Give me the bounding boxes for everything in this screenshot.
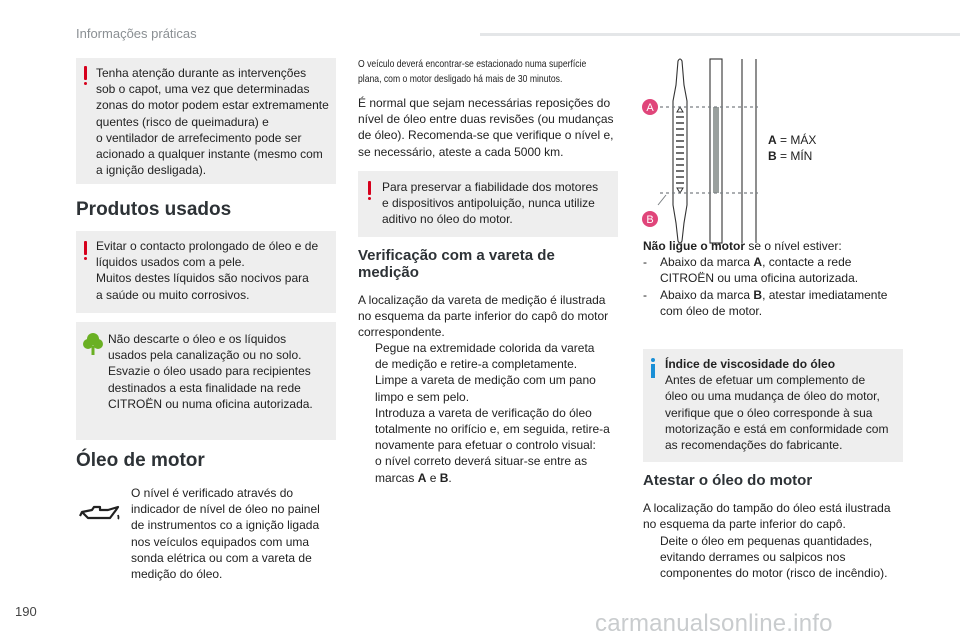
dipstick-steps (358, 340, 626, 486)
info-viscosity-text: Índice de viscosidade do óleo Antes de efetuar um complemento de óleo ou uma mudança de óleo do motor, verifique que o óleo corresponde à sua motorização e está em conformidade com as recomendações do fabricante. (665, 356, 901, 453)
engine-start-conditions: Não ligue o motor se o nível estiver: - Abaixo da marca A, contacte a rede CITROËN ou uma oficina autorizada. - Abaixo da marca B, atestar imediatamente com óleo de motor. (643, 238, 913, 319)
heading-top-up-oil: Atestar o óleo do motor (643, 472, 813, 489)
topup-intro: A localização do tampão do óleo está ilustrada no esquema da parte inferior do capô. (643, 501, 891, 532)
info-icon (650, 358, 656, 380)
parking-note: O veículo deverá encontrar-se estacionado numa superfície plana, com o motor desligado há mais de 30 minutos. (358, 58, 587, 85)
list-item: - Abaixo da marca A, contacte a rede CITROËN ou uma oficina autorizada. (643, 255, 859, 286)
warning-box-heat (76, 58, 336, 184)
info-box-viscosity (643, 349, 903, 462)
dipstick-intro: A localização da vareta de medição é ilustrada no esquema da parte inferior do capô do motor correspondente. (358, 293, 609, 340)
topup-steps (643, 533, 913, 582)
diagram-legend: A = MÁX B = MÍN (768, 133, 817, 164)
tree-icon (83, 332, 103, 356)
marks-line: marcas A e B. (375, 470, 452, 485)
heading-products-used: Produtos usados (76, 199, 232, 220)
eco-box-disposal (76, 322, 336, 440)
warning-exclamation-icon (366, 181, 372, 201)
warning-exclamation-icon (82, 66, 88, 86)
marker-b-label: B (646, 214, 654, 226)
warning-additive-text: Para preservar a fiabilidade dos motores e dispositivos antipoluição, nunca utilize aditivo no óleo do motor. (382, 180, 599, 227)
list-item: - Abaixo da marca B, atestar imediatamente com óleo de motor. (643, 287, 888, 318)
warning-heat-text: Tenha atenção durante as intervenções sob o capot, uma vez que determinadas zonas do motor podem estar extremamente quentes (risco de queimadura) e o ventilador de arrefecimento pode ser acionado a qualquer instante (mesmo com a ignição desligada). (96, 66, 329, 178)
heading-dipstick-check: Verificação com a vareta de medição (358, 247, 555, 281)
info-title: Índice de viscosidade do óleo (665, 357, 836, 371)
oil-can-icon (78, 503, 122, 525)
oil-level-text: O nível é verificado através do indicador de nível de óleo no painel de instrumentos co a ignição ligada nos veículos equipados com uma sonda elétrica ou com a vareta de medição do óleo. (131, 486, 320, 582)
warning-exclamation-icon (82, 241, 88, 261)
header-section-title: Informações práticas (76, 26, 197, 41)
refill-paragraph: É normal que sejam necessárias reposições do nível de óleo entre duas revisões (ou mudanças de óleo). Recomenda-se que verifique o nível e, se necessário, ateste a cada 5000 km. (358, 96, 614, 159)
dipstick-diagram (640, 55, 760, 245)
page-number: 190 (15, 604, 37, 619)
list-item: Introduza a vareta de verificação do óleo totalmente no orifício e, em seguida, retire-a novamente para efetuar o controlo visual: o nível correto deverá situar-se entre as marcas A e B. (358, 405, 626, 486)
header-rule (480, 33, 960, 36)
warning-skin-text: Evitar o contacto prolongado de óleo e de líquidos usados com a pele. Muitos destes líquidos são nocivos para a saúde ou muito corrosivos. (96, 239, 319, 302)
list-item: Deite o óleo em pequenas quantidades, evitando derrames ou salpicos nos componentes do motor (risco de incêndio). (660, 534, 888, 581)
warning-box-additive (358, 171, 618, 237)
warning-box-skin (76, 231, 336, 313)
list-item: Pegue na extremidade colorida da vareta de medição e retire-a completamente. (375, 341, 595, 372)
watermark: carmanualsonline.info (595, 610, 833, 637)
marker-a-label: A (646, 102, 654, 114)
list-item: Limpe a vareta de medição com um pano limpo e sem pelo. (375, 373, 596, 404)
heading-engine-oil: Óleo de motor (76, 450, 205, 471)
eco-disposal-text: Não descarte o óleo e os líquidos usados pela canalização ou no solo. Esvazie o óleo usado para recipientes destinados a esta finalidade na rede CITROËN ou numa oficina autorizada. (108, 332, 313, 411)
